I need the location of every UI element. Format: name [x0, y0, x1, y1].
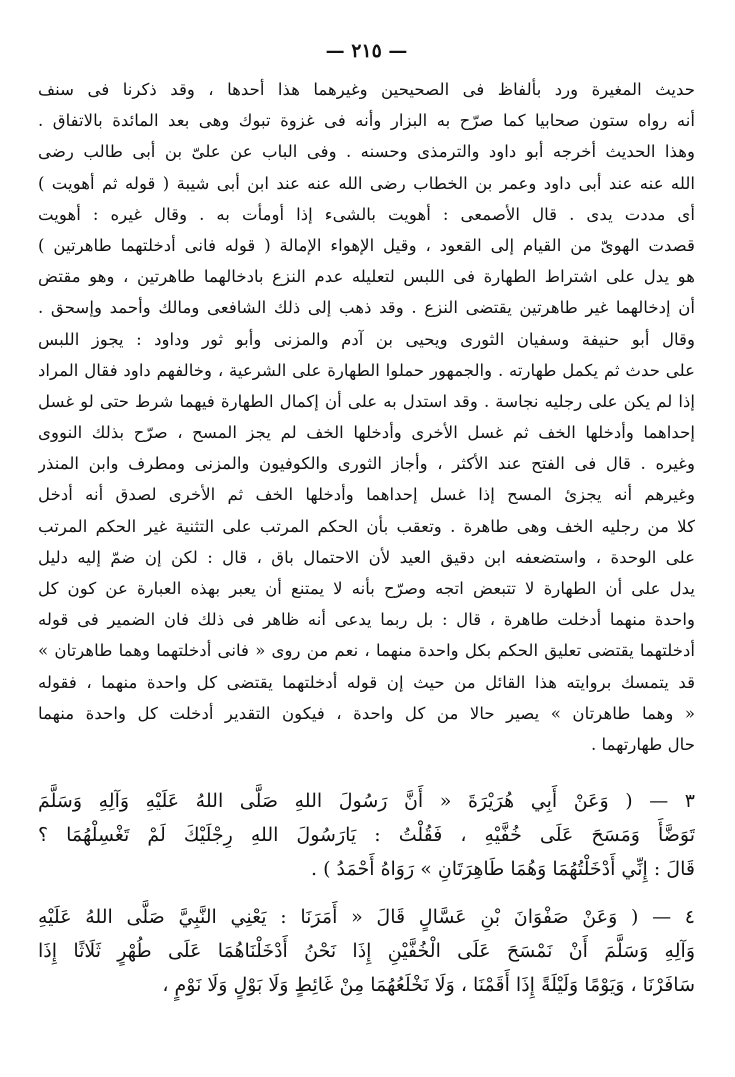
commentary-line: قصدت الهوىّ من القيام إلى القعود ، وقيل الإهواء الإمالة ( قوله فانى أدخلتهما طاهرتين )	[38, 235, 695, 255]
commentary-line: أنه رواه ستون صحابيا كما صرّح به البزار وأنه فى غزوة تبوك وهى بعد المائدة بالاتفاق .	[38, 111, 695, 131]
commentary-line: أدخلتهما يقتضى تعليق الحكم بكل واحدة منهما ، نعم من روى « فانى أدخلتهما وهما طاهرتان »	[38, 641, 695, 661]
commentary-line: الله عنه عند أبى داود وعمر بن الخطاب رضى الله عنه عند ابن أبى شيبة ( قوله ثم أهويت )	[38, 173, 695, 193]
commentary-line: قد يتمسك بروايته هذا القائل من حيث إن قوله أدخلتهما يقتضى كل واحدة منهما ، فقوله	[38, 672, 695, 692]
commentary-line: وهذا الحديث أخرجه أبو داود والترمذى وحسنه . وفى الباب عن علىّ بن أبى طالب رضى	[38, 142, 695, 162]
commentary-line: أن إدخالهما غير طاهرتين يقتضى النزع . وقد ذهب إلى ذلك الشافعى ومالك وأحمد وإسحق .	[38, 298, 695, 318]
commentary-line: واحدة منهما أدخلت طاهرة ، قال : بل ربما يدعى أنه ظاهر فى ذلك فان الضمير فى قوله	[38, 610, 695, 630]
commentary-line: حال طهارتهما .	[590, 734, 695, 754]
hadith-3	[38, 784, 695, 886]
hadith-line: ٤ — ( وَعَنْ صَفْوَانَ بْنِ عَسَّالٍ قَالَ « أَمَرَنَا : يَعْنِي النَّبِيَّ صَلَّى اللهُ عَلَيْهِ	[38, 906, 695, 929]
section-gap	[38, 886, 695, 900]
commentary-line: على حدث ثم يكمل طهارته . والجمهور حملوا الطهارة على الشرعية ، وخالفهم داود فقال المراد	[38, 360, 695, 380]
commentary-line: كلا من رجليه الخف وهى طاهرة . وتعقب بأن الحكم المرتب على التثنية غير الحكم المرتب	[38, 516, 695, 536]
commentary-line: وقال أبو حنيفة وسفيان الثورى ويحيى بن آدم والمزنى وأبو ثور وداود : يجوز اللبس	[38, 329, 695, 349]
commentary-line: على الوحدة ، واستضعفه ابن دقيق العيد لأن الاحتمال باق ، قال : لكن إن ضمّ إليه دليل	[38, 547, 695, 567]
page-number: — ٢١٥ —	[325, 40, 408, 62]
commentary-line: أى مددت يدى . قال الأصمعى : أهويت بالشىء إذا أومأت به . وقال غيره : أهويت	[38, 204, 695, 224]
section-gap	[38, 760, 695, 784]
commentary-line: حديث المغيرة ورد بألفاظ فى الصحيحين وغيرهما هذا أحدها ، وقد ذكرنا فى سنف	[38, 80, 695, 99]
hadith-line: تَوَضَّأَ وَمَسَحَ عَلَى خُفَّيْهِ ، فَقُلْتُ : يَارَسُولَ اللهِ رِجْلَيْكَ لَمْ تَغْسِلْهُمَا ؟	[38, 824, 695, 847]
hadith-line: وَآلِهِ وَسَلَّمَ أَنْ نَمْسَحَ عَلَى الْخُفَّيْنِ إِذَا نَحْنُ أَدْخَلْنَاهُمَا عَلَى طُهْرٍ ثَلَاثًا إِذَا	[38, 940, 695, 963]
commentary-line: وغيره . قال فى الفتح عند الأكثر ، وأجاز الثورى والكوفيون والمزنى ومطرف وابن المنذر	[38, 454, 695, 474]
commentary-line: وغيرهم أنه يجزئ المسح إذا غسل إحداهما وأدخلها الخف ثم الأخرى لصدق أنه أدخل	[38, 485, 695, 505]
hadith-line: ٣ — ( وَعَنْ أَبِي هُرَيْرَةَ « أَنَّ رَسُولَ اللهِ صَلَّى اللهُ عَلَيْهِ وَآلِهِ وَسَلَّمَ	[38, 790, 695, 813]
commentary-line: « وهما طاهرتان » يصير حالا من كل واحدة ، فيكون التقدير أدخلت كل واحدة منهما	[38, 703, 695, 723]
hadith-line: قَالَ : إِنِّي أَدْخَلْتُهُمَا وَهُمَا طَاهِرَتَانِ » رَوَاهُ أَحْمَدُ ) .	[311, 858, 695, 881]
hadith-4	[38, 900, 695, 1002]
commentary-line: إحداهما وأدخلها الخف ثم غسل الأخرى وأدخلها الخف لم يجز المسح ، صرّح بذلك النووى	[38, 423, 695, 443]
commentary-line: يدل على أن الطهارة لا تتبعض اتجه وصرّح بأنه لا يمتنع أن يعبر بهذه العبارة عن كون كل	[38, 579, 695, 598]
commentary-line: إذا لم يكن على رجليه نجاسة . وقد استدل به على أن إكمال الطهارة فيهما شرط حتى لو غسل	[38, 391, 695, 411]
commentary-line: هو يدل على اشتراط الطهارة فى اللبس لتعليله عدم النزع بادخالهما طاهرتين ، وهو مقتض	[38, 267, 695, 287]
commentary-block	[38, 74, 695, 760]
hadith-line: سَافَرْنَا ، وَيَوْمًا وَلَيْلَةً إِذَا أَقَمْنَا ، وَلَا نَخْلَعُهُمَا مِنْ غَائِطٍ وَلَا بَوْلٍ وَلَا نَوْمٍ ،	[162, 974, 695, 997]
